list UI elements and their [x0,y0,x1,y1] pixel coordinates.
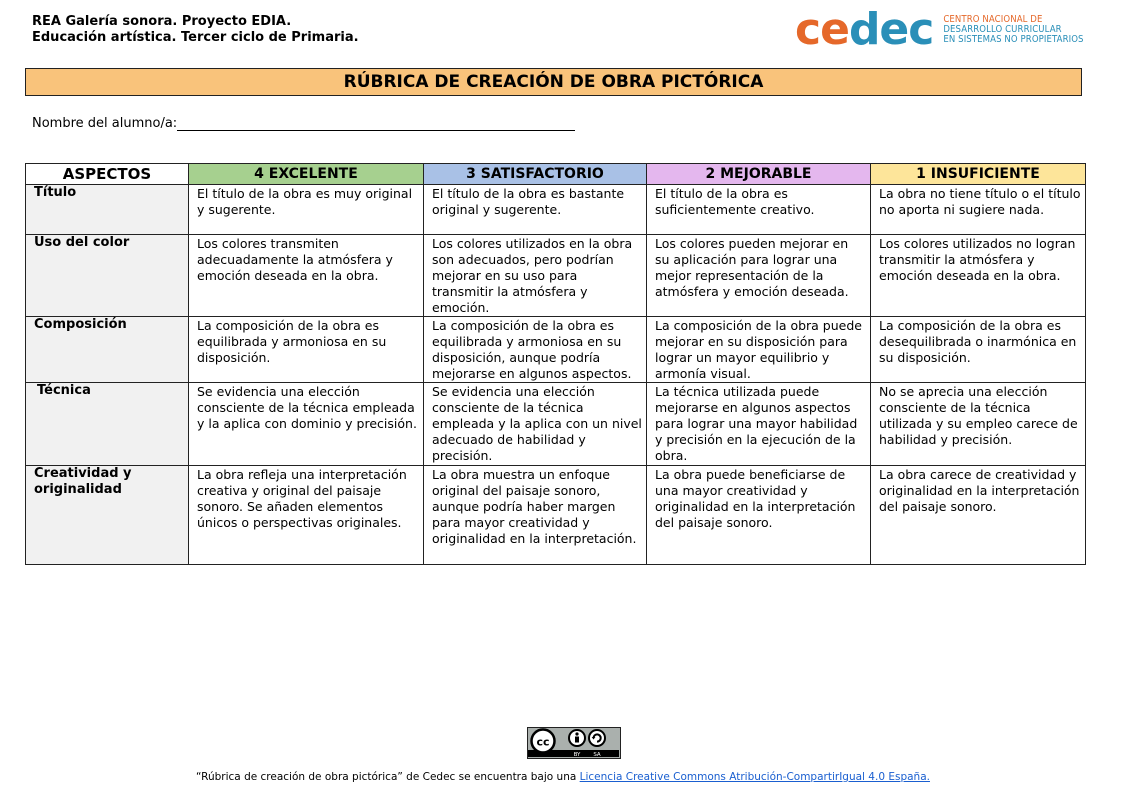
rubric-row-creatividad [26,466,1086,565]
student-name-line[interactable] [177,116,575,131]
aspect-label: Técnica [26,383,189,466]
cc-by-sa-icon [528,728,619,757]
table-cell: Los colores utilizados no logran transmitir la atmósfera y emoción deseada en la obra. [871,235,1086,317]
table-cell: El título de la obra es suficientemente creativo. [647,185,871,235]
table-cell: Se evidencia una elección consciente de la técnica empleada y la aplica con un nivel adecuado de habilidad y precisión. [424,383,647,466]
rubric-row-tecnica [26,383,1086,466]
rubric-row-titulo [26,185,1086,235]
header-line-1: REA Galería sonora. Proyecto EDIA. [32,14,292,29]
table-cell: La obra refleja una interpretación creativa y original del paisaje sonoro. Se añaden elementos únicos o perspectivas originales. [189,466,424,565]
logo-text-line-2: DESARROLLO CURRICULAR [943,24,1062,35]
table-cell: El título de la obra es bastante original y sugerente. [424,185,647,235]
by-label: BY [573,752,581,757]
license-prefix: “Rúbrica de creación de obra pictórica” de Cedec se encuentra bajo una [196,771,580,783]
rubric-title: RÚBRICA DE CREACIÓN DE OBRA PICTÓRICA [25,68,1082,96]
table-cell: Los colores pueden mejorar en su aplicación para lograr una mejor representación de la atmósfera y emoción deseada. [647,235,871,317]
header-excelente: 4 EXCELENTE [189,164,424,185]
table-cell: La composición de la obra es equilibrada y armoniosa en su disposición, aunque podría mejorarse en algunos aspectos. [424,317,647,383]
logo-word-part-1: ce [795,4,849,55]
aspect-label: Uso del color [26,235,189,317]
cedec-logo [795,4,1084,55]
license-footer [0,771,1126,783]
rubric-header-row [26,164,1086,185]
table-cell: La composición de la obra puede mejorar en su disposición para lograr un mayor equilibrio y armonía visual. [647,317,871,383]
table-cell: La composición de la obra es desequilibrada o inarmónica en su disposición. [871,317,1086,383]
table-cell: La obra muestra un enfoque original del paisaje sonoro, aunque podría haber margen para mayor creatividad y originalidad en la interpretación. [424,466,647,565]
rubric-row-color [26,235,1086,317]
table-cell: La obra no tiene título o el título no aporta ni sugiere nada. [871,185,1086,235]
cedec-logo-word [795,4,934,55]
logo-text-line-3: EN SISTEMAS NO PROPIETARIOS [943,34,1084,45]
table-cell: La técnica utilizada puede mejorarse en algunos aspectos para lograr una mayor habilidad y precisión en la ejecución de la obra. [647,383,871,466]
license-link[interactable]: Licencia Creative Commons Atribución-CompartirIgual 4.0 España. [579,771,930,783]
cc-license-badge[interactable] [527,727,621,759]
table-cell: Se evidencia una elección consciente de la técnica empleada y la aplica con dominio y precisión. [189,383,424,466]
student-name-field [32,116,575,131]
header-mejorable: 2 MEJORABLE [647,164,871,185]
cc-label: cc [536,735,550,749]
table-cell: No se aprecia una elección consciente de la técnica utilizada y su empleo carece de habilidad y precisión. [871,383,1086,466]
aspect-label: Creatividad y originalidad [26,466,189,565]
aspect-label: Título [26,185,189,235]
header-insuficiente: 1 INSUFICIENTE [871,164,1086,185]
rubric-row-composicion [26,317,1086,383]
header-line-2: Educación artística. Tercer ciclo de Primaria. [32,30,359,45]
rubric-table [25,163,1086,565]
logo-text-line-1: CENTRO NACIONAL DE [943,14,1043,25]
table-cell: Los colores utilizados en la obra son adecuados, pero podrían mejorar en su uso para transmitir la atmósfera y emoción. [424,235,647,317]
table-cell: La composición de la obra es equilibrada y armoniosa en su disposición. [189,317,424,383]
table-cell: La obra carece de creatividad y originalidad en la interpretación del paisaje sonoro. [871,466,1086,565]
table-cell: El título de la obra es muy original y sugerente. [189,185,424,235]
header-satisfactorio: 3 SATISFACTORIO [424,164,647,185]
student-name-label: Nombre del alumno/a: [32,116,178,131]
aspect-label: Composición [26,317,189,383]
header-aspects: ASPECTOS [26,164,189,185]
table-cell: La obra puede beneficiarse de una mayor creatividad y originalidad en la interpretación del paisaje sonoro. [647,466,871,565]
logo-word-part-2: dec [848,4,934,55]
table-cell: Los colores transmiten adecuadamente la atmósfera y emoción deseada en la obra. [189,235,424,317]
cedec-logo-text [943,15,1083,45]
sa-label: SA [593,752,601,757]
document-header [32,14,359,46]
